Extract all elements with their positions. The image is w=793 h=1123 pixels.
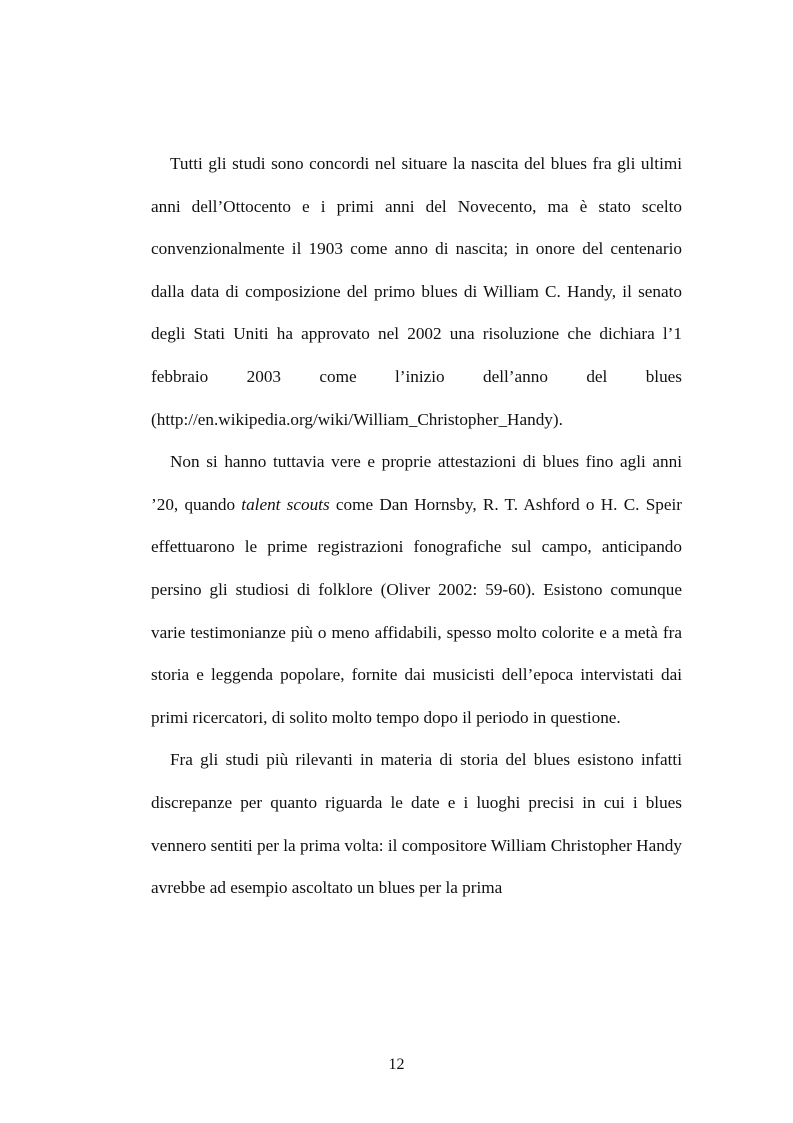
body-text bbox=[151, 143, 682, 910]
paragraph-early-recordings bbox=[151, 441, 682, 739]
page-number: 12 bbox=[388, 1056, 405, 1073]
paragraph-discrepancies: Fra gli studi più rilevanti in materia di storia del blues esistono infatti discrepanze per quanto riguarda le date e i luoghi precisi in cui i blues vennero sentiti per la prima volta: il compositore William Christopher Handy avrebbe ad esempio ascoltato un blues per la prima bbox=[151, 750, 682, 898]
paragraph-early-recordings-after: come Dan Hornsby, R. T. Ashford o H. C. Speir effettuarono le prime registrazioni fonografiche sul campo, anticipando persino gli studiosi di folklore (Oliver 2002: 59-60). Esistono comunque varie testimonianze più o meno affidabili, spesso molto colorite e a metà fra storia e leggenda popolare, fornite dai musicisti dell’epoca intervistati dai primi ricercatori, di solito molto tempo dopo il periodo in questione. bbox=[151, 494, 682, 727]
italic-term-talent-scouts: talent scouts bbox=[241, 494, 330, 514]
paragraph-blues-origins: Tutti gli studi sono concordi nel situare la nascita del blues fra gli ultimi anni dell’Ottocento e i primi anni del Novecento, ma è stato scelto convenzionalmente il 1903 come anno di nascita; in onore del centenario dalla data di composizione del primo blues di William C. Handy, il senato degli Stati Uniti ha approvato nel 2002 una risoluzione che dichiara l’1 febbraio 2003 come l’inizio dell’anno del blues (http://en.wikipedia.org/wiki/William_Christopher_Handy). bbox=[151, 154, 682, 429]
paragraph-early-recordings-before: Non si hanno tuttavia vere e proprie attestazioni di blues fino agli anni ’20, quando bbox=[151, 452, 682, 514]
